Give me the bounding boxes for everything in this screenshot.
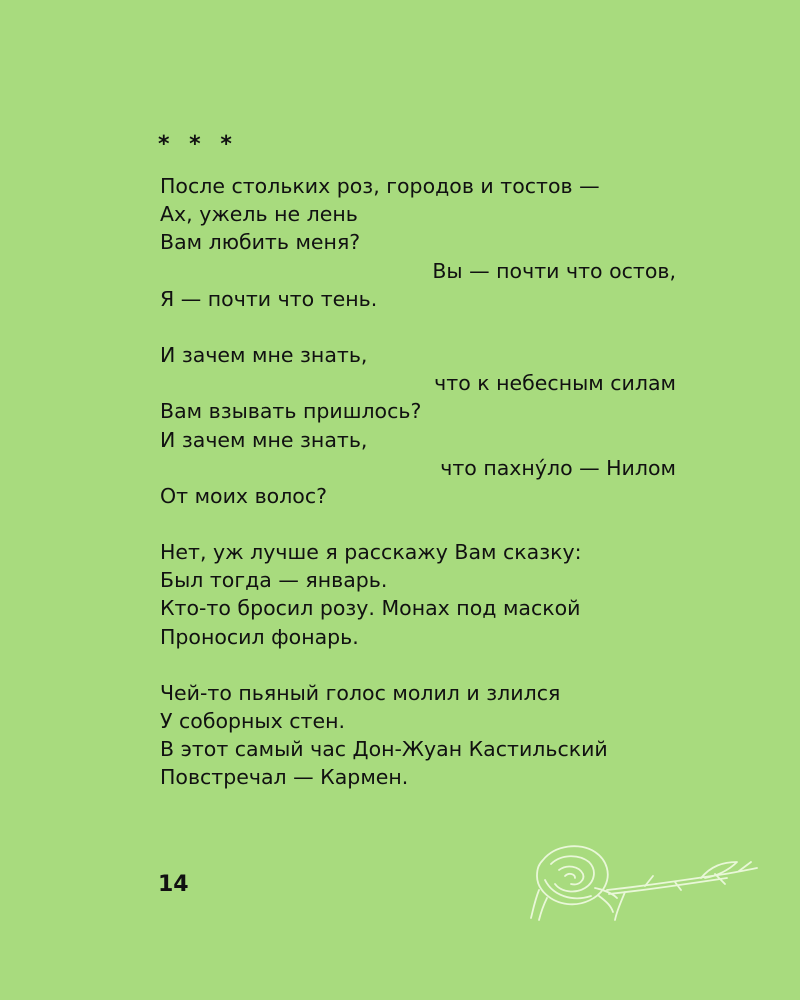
poem-line: Чей-то пьяный голос молил и злился xyxy=(160,680,561,705)
poem-line: Нет, уж лучше я расскажу Вам сказку: xyxy=(160,540,582,565)
poem-line: Проносил фонарь. xyxy=(160,624,359,649)
page-number: 14 xyxy=(158,872,189,897)
poem-line: Вам любить меня? xyxy=(160,230,361,255)
poem-line: Я — почти что тень. xyxy=(160,286,378,311)
stanza xyxy=(160,538,680,651)
poem-line: И зачем мне знать, xyxy=(160,427,368,452)
poem-line: Был тогда — январь. xyxy=(160,568,388,593)
poem-line: В этот самый час Дон-Жуан Кастильский xyxy=(160,737,608,762)
poem-line: Повстречал — Кармен. xyxy=(160,765,409,790)
poem-line: Вам взывать пришлось? xyxy=(160,399,422,424)
poem-line: что к небесным силам xyxy=(434,371,676,396)
poem-line: И зачем мне знать, xyxy=(160,342,368,367)
poem-line: Ах, ужель не лень xyxy=(160,202,358,227)
stanza xyxy=(160,341,680,510)
poem-text xyxy=(160,172,680,820)
poem-line: От моих волос? xyxy=(160,483,327,508)
poem-line: После стольких роз, городов и тостов — xyxy=(160,174,600,198)
rose-sketch-icon xyxy=(525,840,765,930)
stanza-ornament: * * * xyxy=(158,132,238,157)
poem-line: Вы — почти что остов, xyxy=(432,258,676,283)
poem-line: У соборных стен. xyxy=(160,709,346,733)
poem-line: что пахнýло — Нилом xyxy=(440,455,676,480)
poem-line: Кто-то бросил розу. Монах под маской xyxy=(160,596,581,621)
stanza xyxy=(160,679,680,792)
stanza xyxy=(160,172,680,313)
